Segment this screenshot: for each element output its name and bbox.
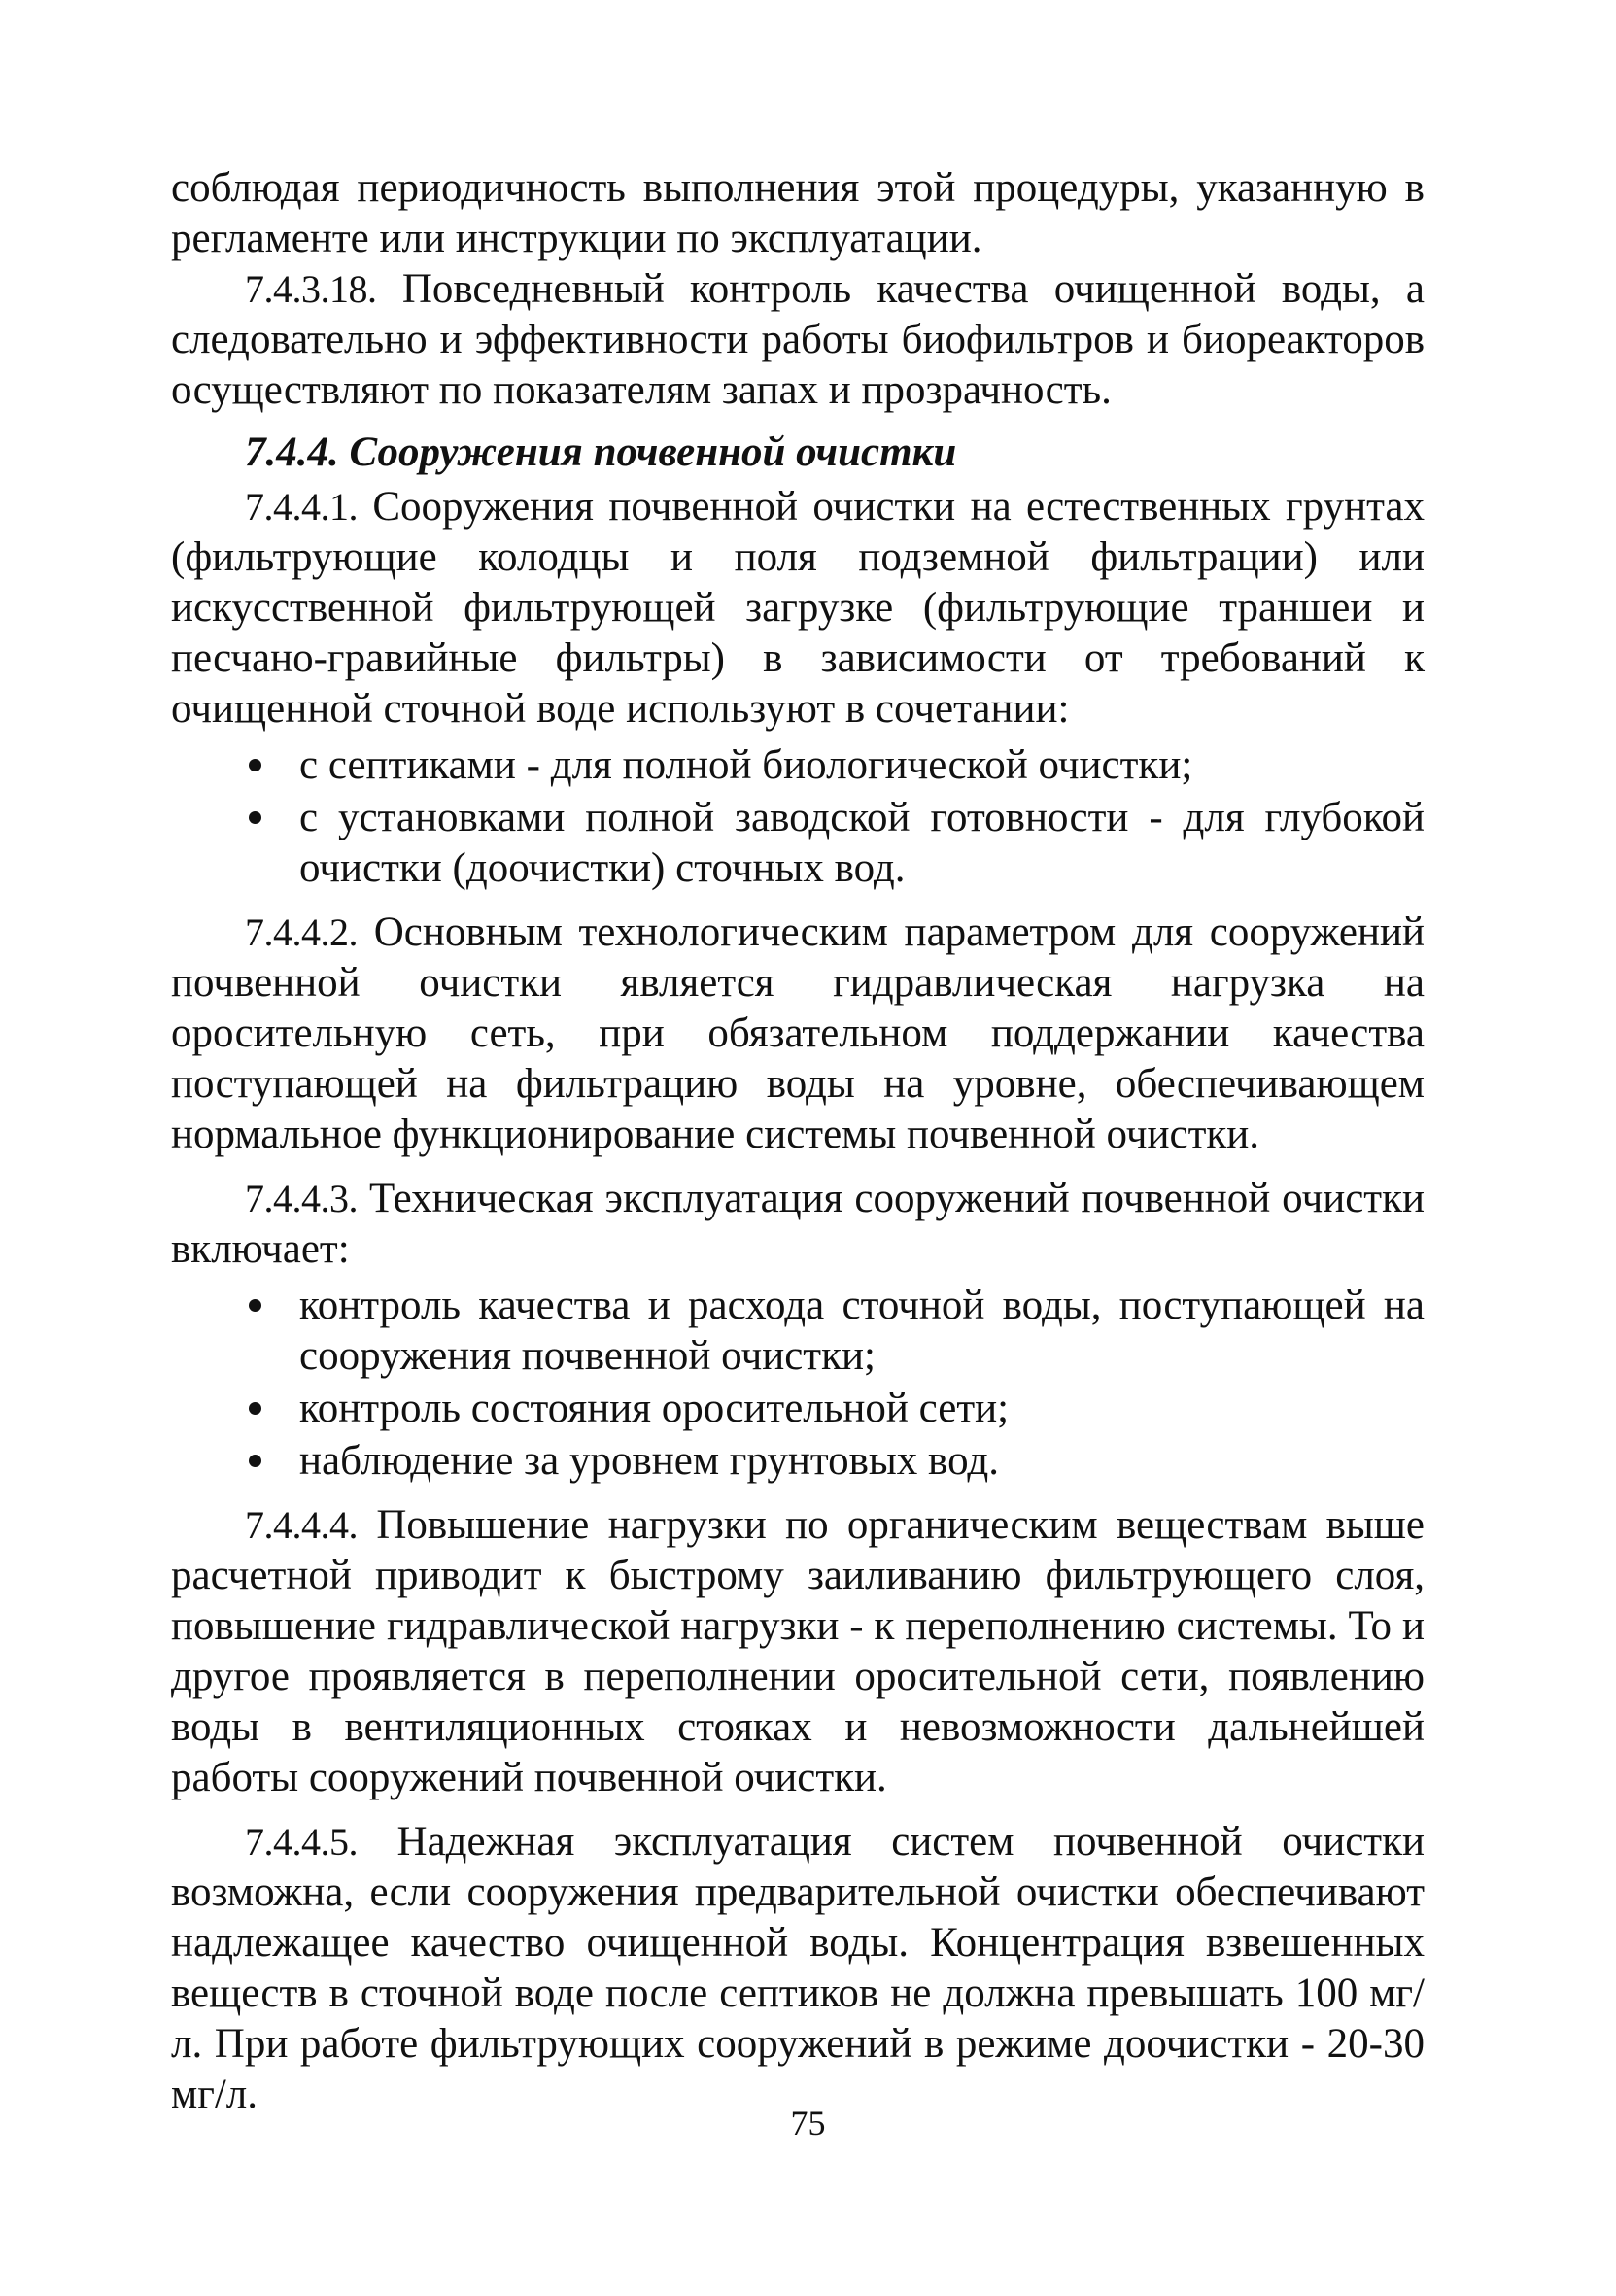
paragraph-7-4-4-4 bbox=[171, 1500, 1425, 1803]
clause-number: 7.4.4.1. bbox=[245, 485, 358, 529]
bullet-list-combinations bbox=[171, 740, 1425, 894]
page-number: 75 bbox=[790, 2104, 826, 2142]
clause-number: 7.4.3.18. bbox=[245, 267, 377, 311]
list-item: с установками полной заводской готовности - для глубокой очистки (доочистки) сточных вод. bbox=[171, 793, 1425, 894]
paragraph-7-4-4-2 bbox=[171, 908, 1425, 1160]
clause-text: Основным технологическим параметром для сооружений почвенной очистки является гидравлическая нагрузка на оросительную сеть, при обязательном поддержании качества поступающей на фильтрацию воды на уровне, обеспечивающем нормальное функционирование системы почвенной очистки. bbox=[171, 909, 1425, 1157]
clause-text: Сооружения почвенной очистки на естественных грунтах (фильтрующие колодцы и поля подземной фильтрации) или искусственной фильтрующей загрузке (фильтрующие траншеи и песчано-гравийные фильтры) в зависимости от требований к очищенной сточной воде используют в сочетании: bbox=[171, 484, 1425, 732]
clause-number: 7.4.4.5. bbox=[245, 1820, 358, 1864]
clause-text: Повседневный контроль качества очищенной воды, а следовательно и эффективности работы биофильтров и биореакторов осуществляют по показателям запах и прозрачность. bbox=[171, 266, 1426, 413]
clause-number: 7.4.4.4. bbox=[245, 1503, 358, 1547]
paragraph-7-4-4-3 bbox=[171, 1174, 1425, 1275]
clause-text: Повышение нагрузки по органическим веществам выше расчетной приводит к быстрому заиливанию фильтрующего слоя, повышение гидравлической нагрузки - к переполнению системы. То и другое проявляется в переполнении оросительной сети, появлению воды в вентиляционных стояках и невозможности дальнейшей работы сооружений почвенной очистки. bbox=[171, 1502, 1425, 1800]
clause-text: Надежная эксплуатация систем почвенной очистки возможна, если сооружения предварительной очистки обеспечивают надлежащее качество очищенной воды. Концентрация взвешенных веществ в сточной воде после септиков не должна превышать 100 мг/л. При работе фильтрующих сооружений в режиме доочистки - 20-30 мг/л. bbox=[171, 1819, 1426, 2117]
list-item: наблюдение за уровнем грунтовых вод. bbox=[171, 1436, 1425, 1487]
section-heading: 7.4.4. Сооружения почвенной очистки bbox=[245, 429, 957, 475]
bullet-list-maintenance bbox=[171, 1281, 1425, 1487]
clause-number: 7.4.4.2. bbox=[245, 910, 358, 954]
list-item: с септиками - для полной биологической очистки; bbox=[171, 740, 1425, 791]
list-item: контроль качества и расхода сточной воды, поступающей на сооружения почвенной очистки; bbox=[171, 1281, 1425, 1382]
clause-number: 7.4.4.3. bbox=[245, 1177, 358, 1220]
paragraph-7-4-3-18 bbox=[171, 264, 1425, 416]
paragraph-continuation: соблюдая периодичность выполнения этой процедуры, указанную в регламенте или инструкции по эксплуатации. bbox=[171, 165, 1425, 261]
paragraph-7-4-4-1 bbox=[171, 482, 1425, 735]
paragraph-7-4-4-5 bbox=[171, 1817, 1425, 2120]
clause-text: Техническая эксплуатация сооружений почвенной очистки включает: bbox=[171, 1176, 1425, 1272]
list-item: контроль состояния оросительной сети; bbox=[171, 1384, 1425, 1434]
document-page bbox=[171, 163, 1425, 2120]
